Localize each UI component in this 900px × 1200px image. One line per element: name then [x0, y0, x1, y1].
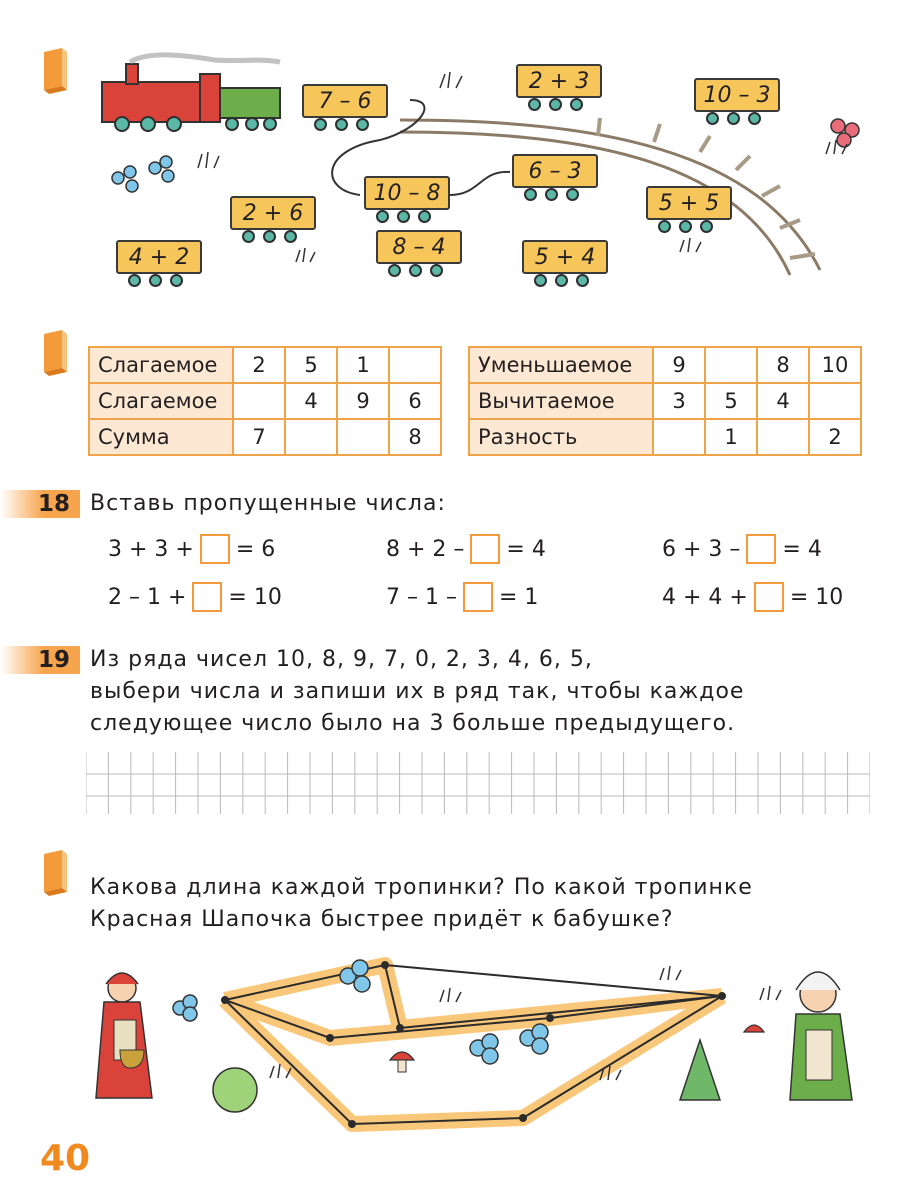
answer-grid[interactable]: [86, 752, 870, 814]
equation-left: 3 + 3 +: [108, 536, 194, 562]
wheels: [706, 112, 761, 126]
table-cell: [809, 383, 861, 419]
task-19-line-3: следующее число было на 3 больше предыдущего.: [90, 711, 736, 736]
equation-right: = 4: [782, 536, 822, 562]
wheels: [524, 188, 579, 202]
table-cell: [653, 419, 705, 455]
answer-box[interactable]: [470, 534, 500, 564]
row-label: Уменьшаемое: [469, 347, 653, 383]
equation-right: = 1: [498, 584, 539, 610]
table-cell: 4: [757, 383, 809, 419]
table-cell: 5: [705, 383, 757, 419]
task-number-18: 18: [0, 490, 80, 518]
table-cell: 1: [337, 347, 389, 383]
task-20-line-1: Какова длина каждой тропинки? По какой тропинке: [90, 875, 753, 900]
wheels: [534, 274, 589, 288]
task-19-line-1: Из ряда чисел 10, 8, 9, 7, 0, 2, 3, 4, 6, 5,: [90, 647, 593, 672]
red-riding-hood: [96, 973, 152, 1098]
row-label: Разность: [469, 419, 653, 455]
table-row: [89, 383, 441, 419]
table-cell: 9: [337, 383, 389, 419]
book-icon: [40, 328, 70, 376]
wagon-1: 7 – 6: [302, 84, 388, 118]
table-cell: 6: [389, 383, 441, 419]
table-row: [469, 419, 861, 455]
equation: [108, 534, 275, 564]
difference-table: [468, 346, 862, 456]
row-label: Вычитаемое: [469, 383, 653, 419]
book-icon: [40, 848, 70, 896]
task-18-title: Вставь пропущенные числа:: [90, 491, 446, 516]
table-cell: 8: [389, 419, 441, 455]
table-row: [89, 347, 441, 383]
equation-right: = 4: [506, 536, 546, 562]
wagon-9: 4 + 2: [116, 240, 202, 274]
wagon-10: 5 + 4: [522, 240, 608, 274]
table-cell: 2: [233, 347, 285, 383]
task-20-line-2: Красная Шапочка быстрее придёт к бабушке?: [90, 907, 674, 932]
wheels: [314, 118, 369, 132]
table-cell: 8: [757, 347, 809, 383]
equation-left: 6 + 3 –: [662, 536, 741, 562]
equation-right: = 6: [235, 536, 276, 562]
wagon-8: 8 – 4: [376, 230, 462, 264]
equation-left: 8 + 2 –: [386, 536, 465, 562]
sum-table: [88, 346, 442, 456]
task-19-line-2: выбери числа и запиши их в ряд так, чтобы каждое: [90, 679, 745, 704]
table-cell: [705, 347, 757, 383]
table-row: [469, 347, 861, 383]
equation-right: = 10: [789, 584, 844, 610]
task-number-19: 19: [0, 646, 80, 674]
table-cell: 3: [653, 383, 705, 419]
equation: [386, 534, 546, 564]
equation: [108, 582, 282, 612]
answer-box[interactable]: [192, 582, 222, 612]
equation-left: 7 – 1 –: [386, 584, 457, 610]
equation-left: 2 – 1 +: [108, 584, 187, 610]
table-cell: 5: [285, 347, 337, 383]
table-cell: [233, 383, 285, 419]
wagon-5: 10 – 8: [364, 176, 450, 210]
table-cell: 2: [809, 419, 861, 455]
answer-box[interactable]: [754, 582, 784, 612]
grandmother: [790, 972, 852, 1100]
wheels: [658, 220, 713, 234]
answer-box[interactable]: [746, 534, 776, 564]
table-cell: 9: [653, 347, 705, 383]
equation-left: 4 + 4 +: [662, 584, 748, 610]
wheels: [528, 98, 583, 112]
answer-box[interactable]: [463, 582, 493, 612]
row-label: Сумма: [89, 419, 233, 455]
wheels: [128, 274, 183, 288]
table-row: [469, 383, 861, 419]
table-cell: 1: [705, 419, 757, 455]
equation: [662, 534, 822, 564]
equation: [662, 582, 843, 612]
table-cell: [389, 347, 441, 383]
wheels: [242, 230, 297, 244]
equation: [386, 582, 538, 612]
row-label: Слагаемое: [89, 383, 233, 419]
wagon-3: 10 – 3: [694, 78, 780, 112]
wagon-7: 5 + 5: [646, 186, 732, 220]
table-row: [89, 419, 441, 455]
table-cell: [337, 419, 389, 455]
table-cell: 4: [285, 383, 337, 419]
wagon-6: 2 + 6: [230, 196, 316, 230]
table-cell: 7: [233, 419, 285, 455]
equation-right: = 10: [228, 584, 282, 610]
path-illustration: [0, 950, 900, 1140]
wagon-2: 2 + 3: [516, 64, 602, 98]
answer-box[interactable]: [200, 534, 230, 564]
table-cell: [757, 419, 809, 455]
wagon-4: 6 – 3: [512, 154, 598, 188]
table-cell: 10: [809, 347, 861, 383]
page-number: 40: [40, 1138, 91, 1179]
row-label: Слагаемое: [89, 347, 233, 383]
wheels: [388, 264, 443, 278]
wheels: [376, 210, 431, 224]
table-cell: [285, 419, 337, 455]
